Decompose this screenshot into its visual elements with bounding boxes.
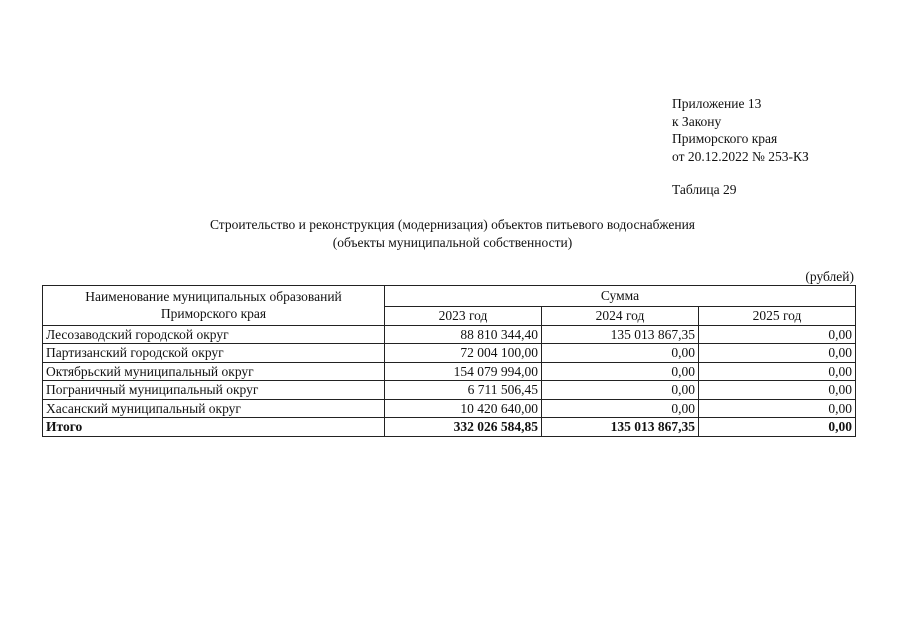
row-value-2025: 0,00 <box>699 344 856 363</box>
total-label: Итого <box>43 418 385 437</box>
row-value-2023: 154 079 994,00 <box>385 362 542 381</box>
header-year-2024: 2024 год <box>542 307 699 326</box>
row-value-2025: 0,00 <box>699 362 856 381</box>
row-value-2024: 135 013 867,35 <box>542 325 699 344</box>
appendix-line-4: от 20.12.2022 № 253-КЗ <box>672 148 809 164</box>
row-value-2025: 0,00 <box>699 325 856 344</box>
header-name <box>43 286 385 326</box>
units-label: (рублей) <box>805 269 854 284</box>
table-row <box>43 399 856 418</box>
funding-table <box>42 285 856 437</box>
appendix-header <box>672 95 809 165</box>
header-year-2023: 2023 год <box>385 307 542 326</box>
table-row <box>43 344 856 363</box>
row-value-2024: 0,00 <box>542 362 699 381</box>
row-value-2023: 10 420 640,00 <box>385 399 542 418</box>
total-value-2024: 135 013 867,35 <box>542 418 699 437</box>
row-name: Пограничный муниципальный округ <box>43 381 385 400</box>
row-name: Лесозаводский городской округ <box>43 325 385 344</box>
row-value-2023: 72 004 100,00 <box>385 344 542 363</box>
appendix-line-1: Приложение 13 <box>672 96 762 111</box>
total-value-2023: 332 026 584,85 <box>385 418 542 437</box>
appendix-line-2: к Закону <box>672 113 722 129</box>
total-row <box>43 418 856 437</box>
title-line-1: Строительство и реконструкция (модернизация) объектов питьевого водоснабжения <box>209 217 696 232</box>
row-value-2024: 0,00 <box>542 344 699 363</box>
row-value-2025: 0,00 <box>699 399 856 418</box>
row-value-2023: 88 810 344,40 <box>385 325 542 344</box>
total-value-2025: 0,00 <box>699 418 856 437</box>
appendix-line-3: Приморского края <box>672 131 778 147</box>
row-name: Хасанский муниципальный округ <box>43 399 385 418</box>
row-value-2024: 0,00 <box>542 381 699 400</box>
header-name-line-2: Приморского края <box>160 306 267 322</box>
table-row <box>43 325 856 344</box>
header-sum: Сумма <box>385 286 856 307</box>
table-number: Таблица 29 <box>672 182 737 197</box>
row-value-2023: 6 711 506,45 <box>385 381 542 400</box>
document-title <box>0 216 905 251</box>
row-value-2024: 0,00 <box>542 399 699 418</box>
table-row <box>43 381 856 400</box>
row-value-2025: 0,00 <box>699 381 856 400</box>
table-row <box>43 362 856 381</box>
header-name-line-1: Наименование муниципальных образований <box>85 288 342 304</box>
row-name: Партизанский городской округ <box>43 344 385 363</box>
header-year-2025: 2025 год <box>699 307 856 326</box>
header-row <box>43 286 856 307</box>
row-name: Октябрьский муниципальный округ <box>43 362 385 381</box>
title-line-2: (объекты муниципальной собственности) <box>332 234 573 250</box>
